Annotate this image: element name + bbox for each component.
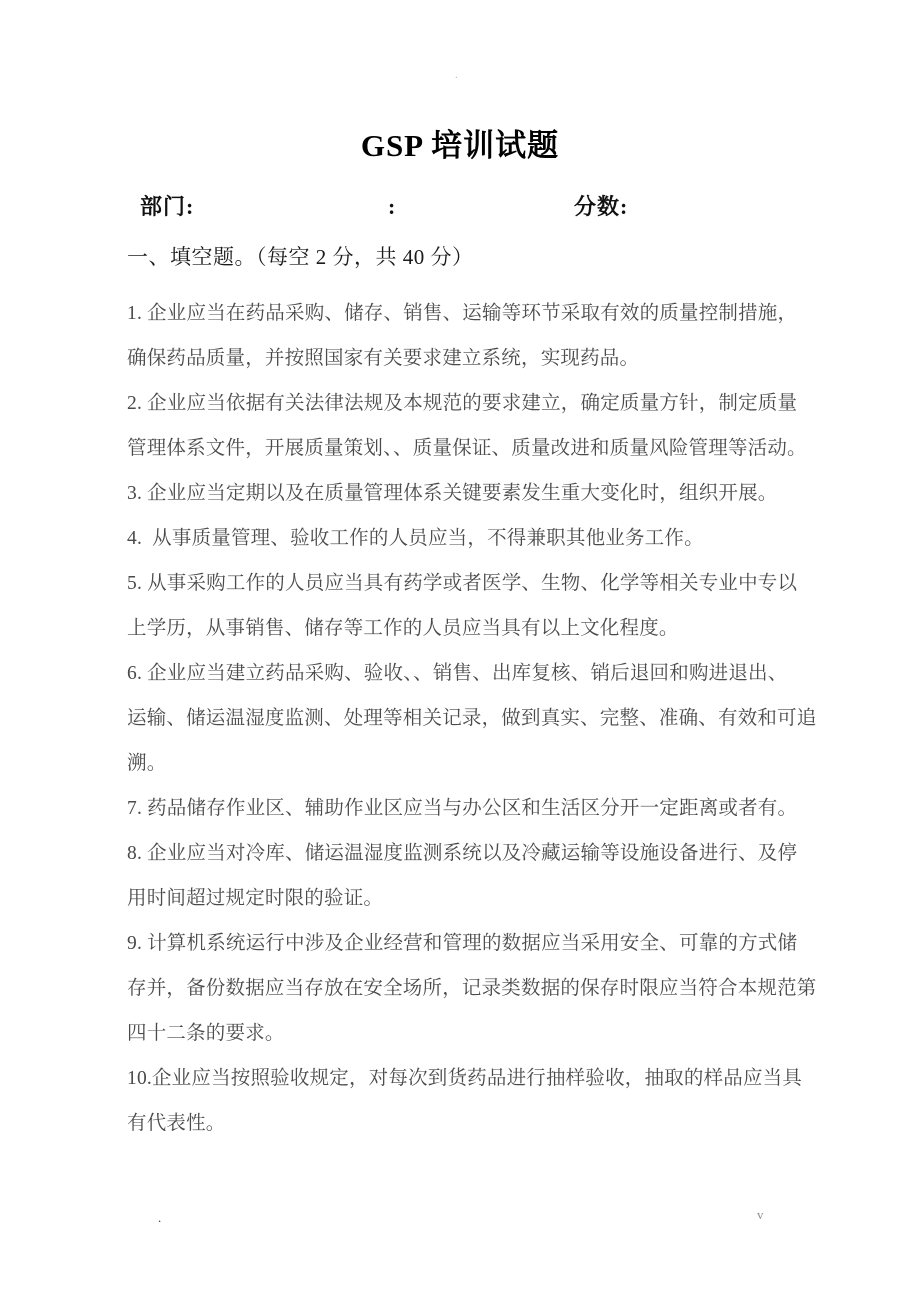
question-line: 管理体系文件，开展质量策划、、质量保证、质量改进和质量风险管理等活动。 <box>127 438 807 459</box>
exam-meta-row <box>140 191 840 225</box>
top-scan-artifact: . <box>455 69 459 81</box>
score-label: 分数: <box>574 194 629 219</box>
section-heading-fill-in-blanks: 一、填空题。（每空 2 分，共 40 分） <box>127 245 474 269</box>
question-line: 5. 从事采购工作的人员应当具有药学或者医学、生物、化学等相关专业中专以 <box>127 573 798 594</box>
question-line: 上学历，从事销售、储存等工作的人员应当具有以上文化程度。 <box>127 618 679 639</box>
question-line: 7. 药品储存作业区、辅助作业区应当与办公区和生活区分开一定距离或者有。 <box>127 798 798 819</box>
question-line: 四十二条的要求。 <box>127 1023 285 1044</box>
question-line: 8. 企业应当对冷库、储运温湿度监测系统以及冷藏运输等设施设备进行、及停 <box>127 843 798 864</box>
question-line: 确保药品质量，并按照国家有关要求建立系统，实现药品。 <box>127 348 640 369</box>
question-line: 2. 企业应当依据有关法律法规及本规范的要求建立，确定质量方针，制定质量 <box>127 393 798 414</box>
question-line: 10.企业应当按照验收规定，对每次到货药品进行抽样验收，抽取的样品应当具 <box>127 1068 803 1089</box>
question-line: 溯。 <box>127 753 167 774</box>
question-line: 存并，备份数据应当存放在安全场所，记录类数据的保存时限应当符合本规范第 <box>127 978 817 999</box>
middle-colon-label: : <box>388 194 397 219</box>
footer-left-mark: . <box>158 1210 162 1225</box>
footer-right-mark: v <box>757 1207 764 1222</box>
question-line: 3. 企业应当定期以及在质量管理体系关键要素发生重大变化时，组织开展。 <box>127 483 778 504</box>
question-line: 4. 从事质量管理、验收工作的人员应当，不得兼职其他业务工作。 <box>127 528 704 549</box>
question-line: 6. 企业应当建立药品采购、验收、、销售、出库复核、销后退回和购进退出、 <box>127 663 788 684</box>
question-line: 有代表性。 <box>127 1113 226 1134</box>
question-line: 1. 企业应当在药品采购、储存、销售、运输等环节采取有效的质量控制措施， <box>127 303 798 324</box>
question-line: 运输、储运温湿度监测、处理等相关记录，做到真实、完整、准确、有效和可追 <box>127 708 817 729</box>
questions-list <box>127 291 817 1146</box>
page-title: GSP 培训试题 <box>360 128 560 163</box>
question-line: 9. 计算机系统运行中涉及企业经营和管理的数据应当采用安全、可靠的方式储 <box>127 933 798 954</box>
question-line: 用时间超过规定时限的验证。 <box>127 888 384 909</box>
department-label: 部门: <box>140 194 195 219</box>
